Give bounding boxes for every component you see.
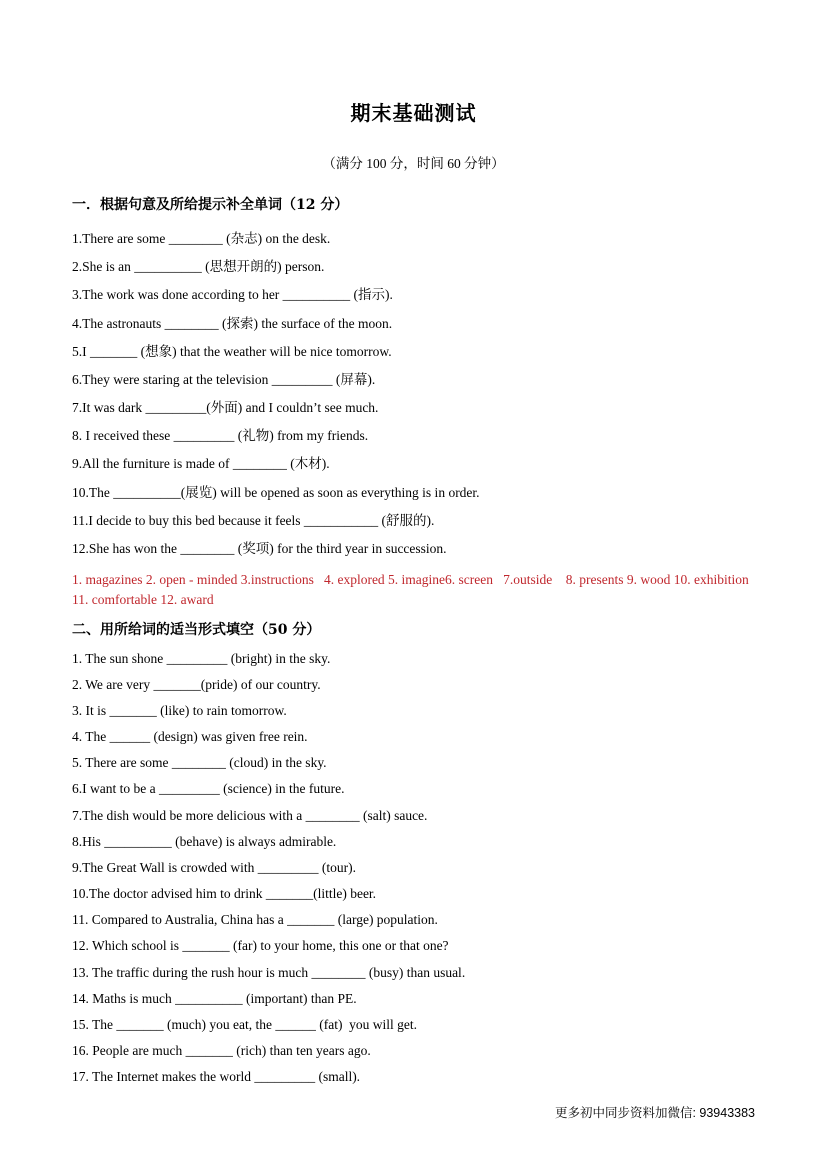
list-item: 12. Which school is _______ (far) to your home, this one or that one? <box>72 938 449 954</box>
page-title: 期末基础测试 <box>350 101 477 125</box>
section-one-answer-key: 1. magazines 2. open - minded 3.instructions 4. explored 5. imagine6. screen 7.outside 8. presents 9. wood 10. exhibition 11. comfortable 12. award <box>72 572 756 608</box>
list-item: 15. The _______ (much) you eat, the ______ (fat) you will get. <box>72 1016 418 1032</box>
list-item: 5. There are some ________ (cloud) in the sky. <box>72 755 327 771</box>
list-item: 7.The dish would be more delicious with a ________ (salt) sauce. <box>72 807 428 823</box>
list-item: 14. Maths is much __________ (important) than PE. <box>72 990 357 1006</box>
section-one-question-list <box>72 232 755 556</box>
list-item: 13. The traffic during the rush hour is much ________ (busy) than usual. <box>72 964 466 980</box>
list-item: 11.I decide to buy this bed because it feels ___________ (舒服的). <box>72 512 435 528</box>
list-item: 3.The work was done according to her __________ (指示). <box>72 287 393 303</box>
list-item: 12.She has won the ________ (奖项) for the third year in succession. <box>72 540 447 556</box>
section-two-question-list <box>72 652 755 1085</box>
list-item: 6.They were staring at the television _________ (屏幕). <box>72 371 376 387</box>
list-item: 16. People are much _______ (rich) than ten years ago. <box>72 1043 371 1059</box>
footer-watermark-note: 更多初中同步资料加微信: 93943383 <box>554 1106 755 1120</box>
exam-info-line: （满分 100 分，时间 60 分钟） <box>322 156 505 171</box>
list-item: 9.The Great Wall is crowded with _________ (tour). <box>72 859 356 875</box>
list-item: 10.The doctor advised him to drink _______(little) beer. <box>72 886 377 902</box>
list-item: 7.It was dark _________(外面) and I couldn’t see much. <box>72 400 379 416</box>
section-one-heading: 一．根据句意及所给提示补全单词（12 分） <box>72 197 349 213</box>
list-item: 10.The __________(展览) will be opened as soon as everything is in order. <box>72 484 480 500</box>
list-item: 1. The sun shone _________ (bright) in the sky. <box>72 650 331 666</box>
list-item: 11. Compared to Australia, China has a _______ (large) population. <box>72 912 438 928</box>
list-item: 1.There are some ________ (杂志) on the desk. <box>72 231 331 246</box>
section-two-heading: 二、用所给词的适当形式填空（50 分） <box>72 621 321 638</box>
list-item: 2. We are very _______(pride) of our country. <box>72 676 321 692</box>
list-item: 8. I received these _________ (礼物) from my friends. <box>72 428 369 444</box>
list-item: 4.The astronauts ________ (探索) the surface of the moon. <box>72 315 393 331</box>
list-item: 6.I want to be a _________ (science) in the future. <box>72 781 345 797</box>
list-item: 4. The ______ (design) was given free rein. <box>72 729 308 745</box>
list-item: 2.She is an __________ (思想开朗的) person. <box>72 259 325 275</box>
list-item: 17. The Internet makes the world _________ (small). <box>72 1069 361 1085</box>
list-item: 3. It is _______ (like) to rain tomorrow. <box>72 702 287 718</box>
list-item: 5.I _______ (想象) that the weather will be nice tomorrow. <box>72 343 392 359</box>
list-item: 8.His __________ (behave) is always admirable. <box>72 833 337 849</box>
list-item: 9.All the furniture is made of ________ (木材). <box>72 456 330 472</box>
